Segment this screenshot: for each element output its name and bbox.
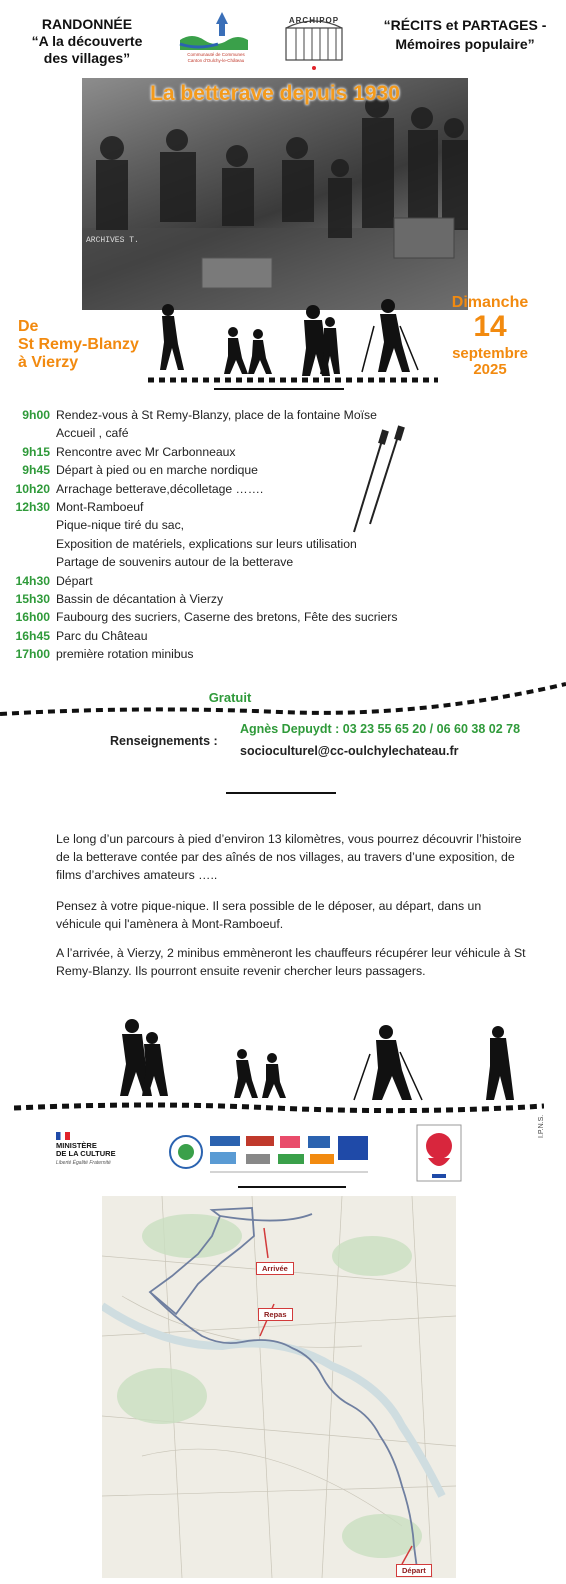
contact-label: Renseignements :: [110, 734, 218, 748]
description-paragraph-1: Le long d’un parcours à pied d’environ 13 kilomètres, vous pourrez découvrir l’histoire de la betterave contée par des aînés de nos villages, au travers d’une exposition, de films d’archives amateurs …..: [56, 832, 522, 882]
schedule-time: [6, 553, 50, 571]
header-left-line2: “A la découverte: [31, 33, 143, 49]
schedule-time: 15h30: [15, 591, 50, 606]
historic-photo: [82, 78, 468, 310]
schedule-desc: Partage de souvenirs autour de la betterave: [56, 555, 294, 570]
schedule-desc: Arrachage betterave,décolletage …….: [56, 481, 264, 496]
divider-1: [214, 388, 344, 390]
schedule-time: 16h00: [15, 610, 50, 625]
date-month: septembre: [452, 345, 528, 362]
schedule-desc: Départ: [56, 573, 93, 588]
community-logo: [178, 10, 254, 68]
route-info: [18, 318, 139, 372]
schedule-row: [6, 627, 446, 645]
price-label: Gratuit: [208, 690, 252, 705]
schedule-desc: Accueil , café: [56, 426, 129, 441]
schedule-row: [6, 645, 446, 663]
schedule-time: 9h15: [22, 444, 50, 459]
header-right-title: [370, 16, 560, 54]
schedule-desc: Rendez-vous à St Remy-Blanzy, place de la fontaine Moïse: [56, 408, 377, 422]
route-line3: à Vierzy: [18, 354, 79, 371]
date-day: Dimanche: [451, 294, 529, 311]
logo-cc-line1: Communauté de Communes: [187, 52, 245, 57]
event-title: La betterave depuis 1930: [150, 82, 400, 105]
schedule-time: [6, 424, 50, 442]
photo-credit: ARCHIVES T.: [86, 236, 139, 245]
route-map[interactable]: [102, 1196, 456, 1578]
map-label-repas: Repas: [258, 1308, 293, 1321]
schedule-time: 10h20: [15, 481, 50, 496]
schedule-desc: Rencontre avec Mr Carbonneaux: [56, 444, 236, 459]
footprint-path-icon: [0, 676, 566, 720]
contact-email[interactable]: socioculturel@cc-oulchylechateau.fr: [240, 744, 459, 758]
date-month-year: [440, 346, 540, 378]
schedule-row: [6, 535, 446, 553]
vivat-logo: [416, 1124, 462, 1182]
logo-cc-line2: Canton d'Oulchy-le-Château: [187, 58, 245, 63]
ministry-line1: MINISTÈRE: [56, 1141, 97, 1150]
schedule-desc: Faubourg des sucriers, Caserne des bretons, Fête des sucriers: [56, 610, 398, 625]
schedule-time: [6, 535, 50, 553]
schedule-row: [6, 553, 446, 571]
schedule-desc: Pique-nique tiré du sac,: [56, 518, 185, 533]
description-paragraph-3: A l’arrivée, à Vierzy, 2 minibus emmèneront les chauffeurs récupérer leur véhicule à St Remy-Blanzy. Ils pourront ensuite revenir chercher leurs passagers.: [56, 946, 526, 978]
contact-phone: Agnès Depuydt : 03 23 55 65 20 / 06 60 38 02 78: [240, 722, 521, 736]
schedule-row: [6, 590, 446, 608]
archipop-logo-text: ARCHIPOP: [288, 16, 340, 25]
archipop-logo: [278, 10, 350, 72]
schedule-time: 17h00: [15, 647, 50, 662]
schedule-desc: Départ à pied ou en marche nordique: [56, 463, 258, 478]
schedule-time: 9h45: [22, 463, 50, 478]
french-flag-icon: [56, 1132, 70, 1140]
header-left-line1: RANDONNÉE: [41, 16, 133, 32]
ministry-line2: DE LA CULTURE: [56, 1149, 116, 1158]
route-line1: De: [18, 318, 39, 335]
schedule-desc: Bassin de décantation à Vierzy: [56, 591, 224, 606]
walkers-silhouette-icon: [148, 296, 438, 392]
partner-logos: [168, 1128, 376, 1178]
schedule-row: [6, 406, 446, 424]
route-line2: St Remy-Blanzy: [18, 336, 139, 353]
schedule-row: [6, 572, 446, 590]
divider-2: [226, 792, 336, 794]
walkers-footpath-icon: [14, 1016, 544, 1118]
schedule-time: 9h00: [22, 408, 50, 422]
header-right-line2: Mémoires populaire”: [395, 36, 535, 52]
schedule-desc: Parc du Château: [56, 628, 148, 643]
ministry-culture-logo: [56, 1132, 126, 1166]
header-left-line3: des villages”: [43, 50, 131, 66]
ministry-motto: Liberté Égalité Fraternité: [56, 1160, 111, 1166]
schedule-time: 12h30: [15, 499, 50, 514]
schedule-time: [6, 516, 50, 534]
ipns-label: I.P.N.S.: [538, 1114, 545, 1138]
schedule-desc: Exposition de matériels, explications sur leurs utilisation: [56, 536, 357, 551]
walking-poles-icon: [350, 424, 410, 536]
divider-3: [238, 1186, 346, 1188]
schedule-row: [6, 608, 446, 626]
schedule-time: 16h45: [15, 628, 50, 643]
header-right-line1: “RÉCITS et PARTAGES -: [383, 17, 547, 33]
date-number: 14: [473, 310, 507, 343]
header-left-title: [12, 16, 162, 67]
schedule-desc: Mont-Ramboeuf: [56, 499, 144, 514]
map-label-arrivee: Arrivée: [256, 1262, 294, 1275]
schedule-desc: première rotation minibus: [56, 647, 194, 662]
map-label-depart: Départ: [396, 1564, 432, 1577]
description-paragraph-2: Pensez à votre pique-nique. Il sera possible de le déposer, au départ, dans un véhicule qui l'amènera à Mont-Ramboeuf.: [56, 899, 482, 931]
schedule-time: 14h30: [15, 573, 50, 588]
date-year: 2025: [473, 361, 507, 378]
